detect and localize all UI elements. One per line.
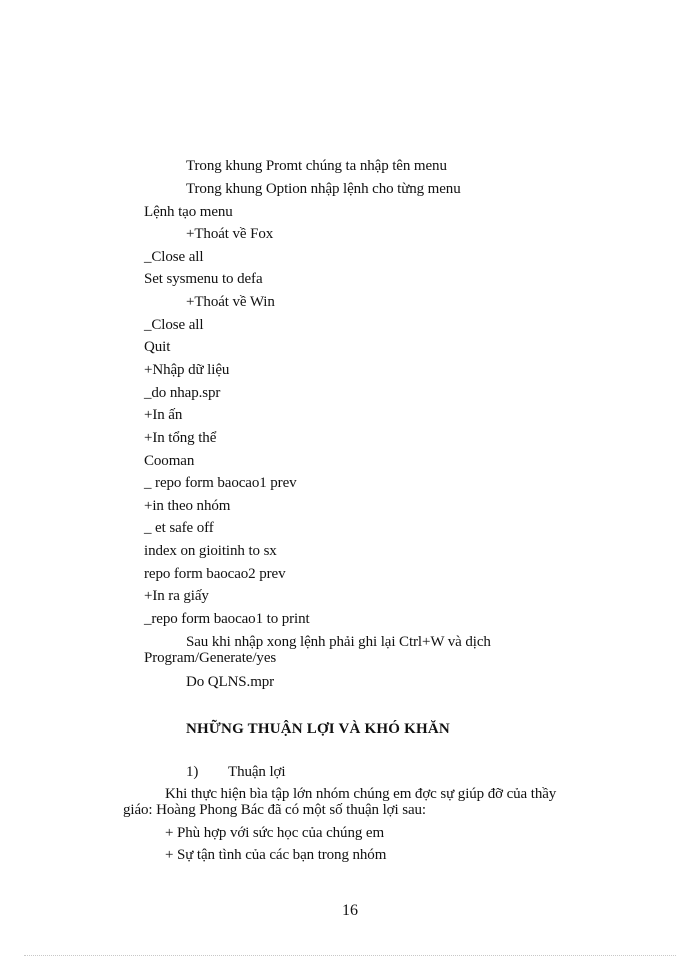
text-line: Quit [144, 339, 171, 355]
text-line: +in theo nhóm [144, 498, 231, 514]
paragraph-line: giáo: Hoàng Phong Bác đã có một số thuận lợi sau: [123, 802, 426, 818]
text-line: Lệnh tạo menu [144, 204, 233, 220]
text-line: Sau khi nhập xong lệnh phải ghi lại Ctrl+W và dịch [186, 634, 491, 650]
section-heading: NHỮNG THUẬN LỢI VÀ KHÓ KHĂN [186, 721, 450, 737]
text-line: _do nhap.spr [144, 385, 221, 401]
page-number: 16 [342, 902, 358, 919]
text-line: Do QLNS.mpr [186, 674, 275, 690]
text-line: +In ấn [144, 407, 183, 423]
page-bottom-divider [24, 955, 676, 956]
text-line: Cooman [144, 453, 195, 469]
subsection-number: 1) [186, 764, 199, 780]
text-line: _ repo form baocao1 prev [144, 475, 297, 491]
text-line: Program/Generate/yes [144, 650, 277, 666]
paragraph-line: Khi thực hiện bìa tập lớn nhóm chúng em đợc sự giúp đỡ của thầy [165, 786, 557, 802]
bullet-item: + Sự tận tình của các bạn trong nhóm [165, 847, 387, 863]
text-line: Trong khung Option nhập lệnh cho từng menu [186, 181, 461, 197]
text-line: _ et safe off [144, 520, 214, 536]
text-line: +In ra giấy [144, 588, 209, 604]
text-line: _Close all [144, 317, 204, 333]
text-line: Set sysmenu to defa [144, 271, 263, 287]
bullet-item: + Phù hợp với sức học của chúng em [165, 825, 385, 841]
text-line: +Nhập dữ liệu [144, 362, 230, 378]
text-line: repo form baocao2 prev [144, 566, 286, 582]
text-line: +In tổng thể [144, 430, 217, 446]
subsection-title: Thuận lợi [228, 764, 286, 780]
text-line: +Thoát về Fox [186, 226, 274, 242]
text-line: _Close all [144, 249, 204, 265]
text-line: +Thoát về Win [186, 294, 275, 310]
text-line: index on gioitinh to sx [144, 543, 277, 559]
text-line: _repo form baocao1 to print [144, 611, 310, 627]
text-line: Trong khung Promt chúng ta nhập tên menu [186, 158, 447, 174]
